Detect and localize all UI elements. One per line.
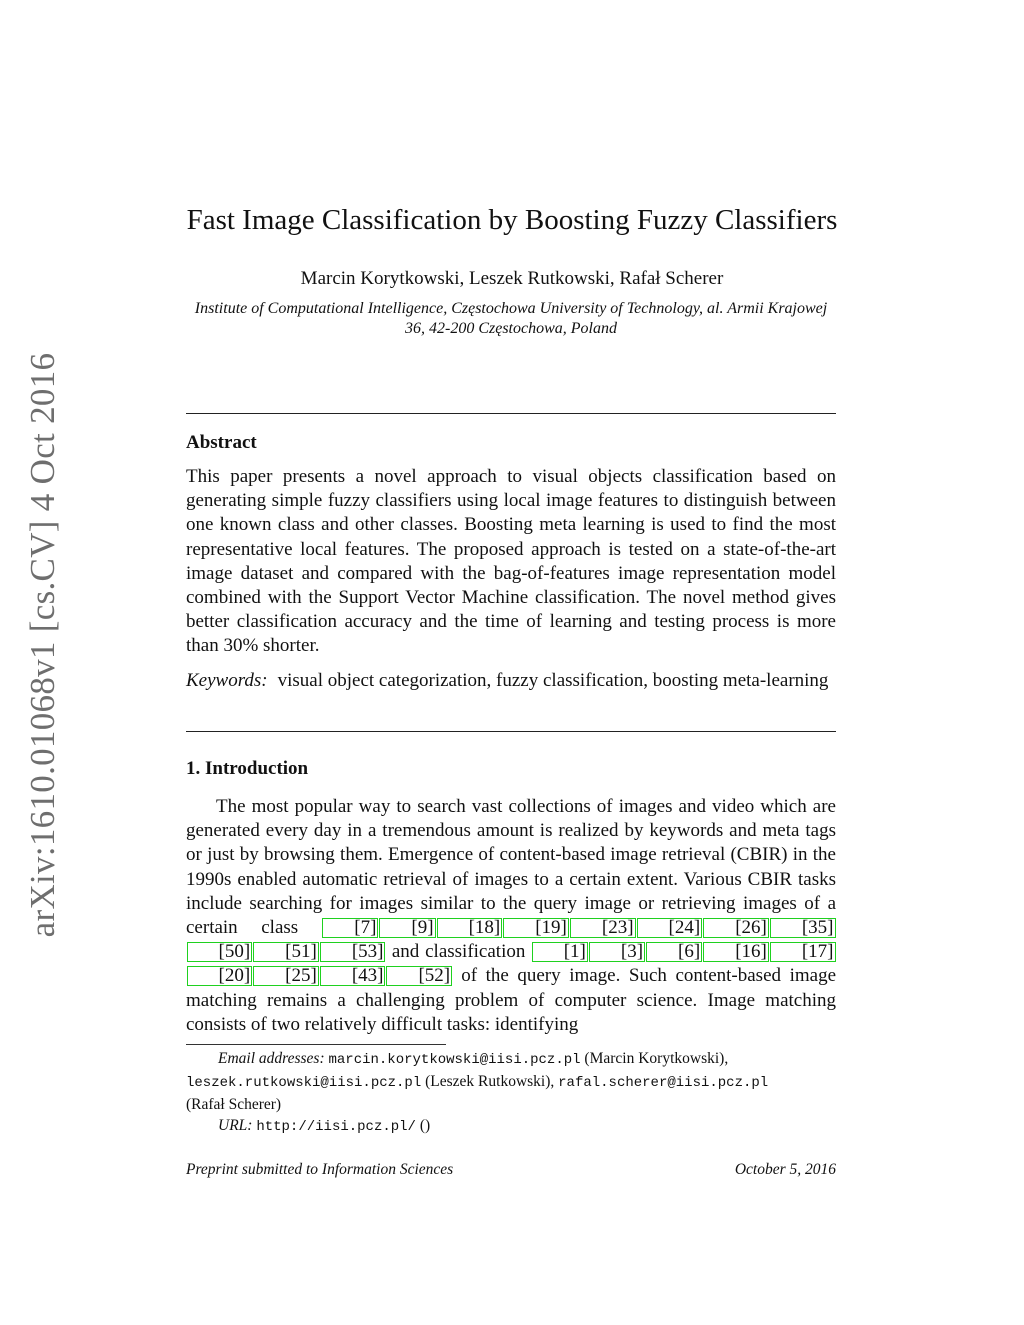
introduction-paragraph xyxy=(186,795,836,1037)
retrieval-citation-link[interactable]: [23] xyxy=(570,918,636,938)
email-link-3[interactable]: rafal.scherer@iisi.pcz.pl xyxy=(558,1075,769,1091)
preprint-note: Preprint submitted to Information Sciences xyxy=(186,1161,454,1178)
email-name-1: (Marcin Korytkowski), xyxy=(584,1050,729,1067)
page-footer xyxy=(186,1160,836,1180)
classification-citation-link[interactable]: [17] xyxy=(770,942,836,962)
classification-citation-link[interactable]: [1] xyxy=(532,942,588,962)
email-link-1[interactable]: marcin.korytkowski@iisi.pcz.pl xyxy=(328,1052,581,1068)
preprint-date: October 5, 2016 xyxy=(734,1161,836,1178)
footnote-rule xyxy=(186,1044,446,1045)
retrieval-citation-link[interactable]: [19] xyxy=(503,918,569,938)
abstract-heading: Abstract xyxy=(186,432,257,453)
intro-text-3: of the query image. Such content-based image matching remains a challenging problem of computer science. Image matching consists of two relatively difficult tasks: identifying xyxy=(186,965,836,1035)
retrieval-citation-link[interactable]: [7] xyxy=(322,918,378,938)
retrieval-citation-link[interactable]: [18] xyxy=(437,918,503,938)
keywords xyxy=(186,669,836,693)
retrieval-citation-link[interactable]: [50] xyxy=(187,942,253,962)
retrieval-citation-link[interactable]: [9] xyxy=(379,918,435,938)
email-name-2: (Leszek Rutkowski), xyxy=(425,1073,555,1090)
retrieval-citation-link[interactable]: [53] xyxy=(320,942,386,962)
classification-citation-link[interactable]: [16] xyxy=(703,942,769,962)
classification-citation-link[interactable]: [52] xyxy=(386,966,452,986)
email-link-2[interactable]: leszek.rutkowski@iisi.pcz.pl xyxy=(186,1075,422,1091)
url-link[interactable]: http://iisi.pcz.pl/ xyxy=(256,1119,416,1135)
abstract-text: This paper presents a novel approach to visual objects classification based on generating simple fuzzy classifiers using local image features to distinguish between one known class and other classes. Boosting meta learning is used to find the most representative local features. The proposed approach is tested on a state-of-the-art image dataset and compared with the bag-of-features image representation model combined with the Support Vector Machine classification. The novel method gives better classification accuracy and the time of learning and testing process is more than 30% shorter. xyxy=(186,466,836,657)
author-list: Marcin Korytkowski, Leszek Rutkowski, Rafał Scherer xyxy=(300,268,724,289)
abstract-top-rule xyxy=(186,413,836,414)
email-name-3: (Rafał Scherer) xyxy=(186,1096,282,1113)
classification-citation-link[interactable]: [6] xyxy=(646,942,702,962)
classification-citation-link[interactable]: [3] xyxy=(589,942,645,962)
classification-citation-link[interactable]: [43] xyxy=(320,966,386,986)
introduction-heading: 1. Introduction xyxy=(186,758,309,779)
paper-title: Fast Image Classification by Boosting Fuzzy Classifiers xyxy=(186,204,838,236)
classification-citation-link[interactable]: [20] xyxy=(187,966,253,986)
retrieval-citation-link[interactable]: [24] xyxy=(637,918,703,938)
arxiv-identifier-text: arXiv:1610.01068v1 [cs.CV] 4 Oct 2016 xyxy=(23,352,62,938)
url-suffix: () xyxy=(419,1117,431,1134)
retrieval-citation-link[interactable]: [35] xyxy=(770,918,836,938)
retrieval-citation-link[interactable]: [26] xyxy=(703,918,769,938)
email-label: Email addresses: xyxy=(218,1050,325,1067)
abstract-bottom-rule xyxy=(186,731,836,732)
classification-citation-link[interactable]: [25] xyxy=(253,966,319,986)
retrieval-citation-link[interactable]: [51] xyxy=(253,942,319,962)
affiliation: Institute of Computational Intelligence, Częstochowa University of Technology, al. Armii Krajowej 36, 42-200 Częstochowa, Poland xyxy=(194,300,828,337)
footnote-emails xyxy=(186,1048,836,1138)
intro-text-1: The most popular way to search vast collections of images and video which are generated every day in a tremendous amount is realized by keywords and meta tags or just by browsing them. Emergence of content-based image retrieval (CBIR) in the 1990s enabled automatic retrieval of images to a certain extent. Various CBIR tasks include searching for images similar to the query image or retrieving images of a certain class xyxy=(186,796,836,939)
url-label: URL: xyxy=(218,1117,253,1134)
keywords-text: visual object categorization, fuzzy classification, boosting meta-learning xyxy=(277,670,829,691)
intro-text-2: and classification xyxy=(391,941,526,963)
keywords-label: Keywords: xyxy=(186,670,268,691)
